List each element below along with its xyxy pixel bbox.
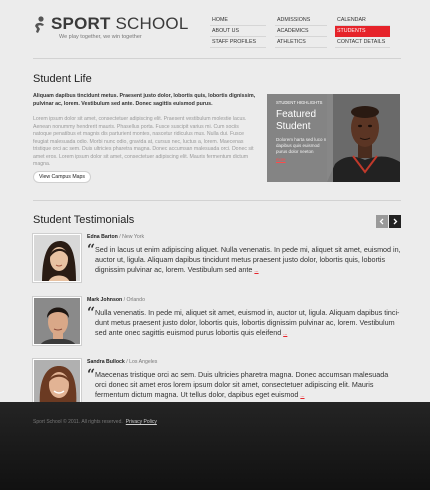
testimonial-item bbox=[33, 234, 401, 290]
avatar-photo bbox=[34, 235, 81, 282]
highlight-more-link[interactable]: more bbox=[276, 156, 286, 162]
testimonial-author: Mark Johnson / Orlando bbox=[87, 297, 145, 303]
nav-home[interactable]: HOME bbox=[210, 15, 266, 26]
view-campus-maps-button[interactable]: View Campus Maps bbox=[33, 171, 91, 183]
testimonial-quote: Sed in lacus ut enim adipiscing aliquet. Nulla venenatis. In pede mi, aliquet sit amet, euismod in, auctor ut, ligula. Aliquam dapibus tincidunt metus praesent justo dolor, lobortis quis, lobortis dignissim pulvinar ac, lorem. Vestibulum sed ante ... bbox=[95, 245, 401, 274]
avatar-photo bbox=[34, 360, 81, 407]
quote-icon: “ bbox=[87, 305, 96, 321]
student-highlight-card[interactable] bbox=[267, 94, 400, 182]
student-life-body: Lorem ipsum dolor sit amet, consectetuer adipiscing elit. Praesent vestibulum molestie lacus. Aenean nonummy hendrerit mauris. Phasellus porta. Fusce suscipit varius mi. Cum sociis natoque penatibus et magnis dis parturient montes, nascetur ridiculus mus. Nulla dui. Fusce feugiat malesuada odio. Morbi nunc odio, gravida at, cursus nec, luctus a, lorem. Maecenas tristique orci ac sem. Duis ultricies pharetra magna. Donec accumsan malesuada orci. Donec sit amet eros. Lorem ipsum dolor sit amet, consectetuer adipiscing elit. Mauris fermentum dictum magna. bbox=[33, 116, 254, 167]
footer bbox=[0, 402, 430, 490]
logo-text: SPORT SCHOOL bbox=[51, 14, 189, 33]
nav-column-1 bbox=[210, 15, 266, 48]
divider bbox=[33, 58, 401, 59]
next-arrow-button[interactable] bbox=[389, 215, 401, 228]
nav-academics[interactable]: ACADEMICS bbox=[275, 26, 327, 37]
testimonial-author: Sandra Bullock / Los Angeles bbox=[87, 359, 158, 365]
nav-staff-profiles[interactable]: STAFF PROFILES bbox=[210, 37, 266, 48]
avatar bbox=[33, 359, 81, 407]
chevron-right-icon bbox=[389, 215, 401, 228]
student-life-lead: Aliquam dapibus tincidunt metus. Praesent justo dolor, lobortis quis, lobortis dignissim, pulvinar ac, lorem. Vestibulum sed ante. Donec sagittis euismod purus. bbox=[33, 93, 256, 107]
read-more-link[interactable]: ... bbox=[254, 268, 259, 274]
read-more-link[interactable]: ... bbox=[283, 331, 288, 337]
runner-icon bbox=[33, 16, 47, 34]
testimonials-title: Student Testimonials bbox=[33, 214, 135, 226]
highlight-overlay bbox=[267, 94, 333, 182]
nav-students[interactable]: STUDENTS bbox=[335, 26, 390, 37]
nav-column-3 bbox=[335, 15, 390, 48]
prev-arrow-button[interactable] bbox=[376, 215, 388, 228]
tagline: We play together, we win together bbox=[59, 34, 142, 40]
header bbox=[0, 0, 430, 60]
avatar-photo bbox=[34, 298, 81, 345]
avatar bbox=[33, 297, 81, 345]
nav-calendar[interactable]: CALENDAR bbox=[335, 15, 390, 26]
quote-icon: “ bbox=[87, 367, 96, 383]
privacy-policy-link[interactable]: Privacy Policy bbox=[125, 419, 157, 425]
quote-icon: “ bbox=[87, 242, 96, 258]
testimonial-item bbox=[33, 297, 401, 353]
divider bbox=[33, 200, 401, 201]
student-life-title: Student Life bbox=[33, 73, 92, 85]
highlight-description: Dolorem harta sed luco n dapibus quis euismod purus dolor neeton bbox=[276, 137, 327, 155]
testimonial-author: Edna Barton / New York bbox=[87, 234, 145, 240]
testimonial-quote: Maecenas tristique orci ac sem. Duis ultricies pharetra magna. Donec accumsan malesuada orci donec sit amet eros lorem ipsum dolor sit amet, consectetuer adipiscing elit. Mauris fermentum dictum magna. Ut tellus dolor, dapibus eget euismod ... bbox=[95, 370, 389, 399]
highlight-label: STUDENT HIGHLIGHTS bbox=[276, 100, 323, 105]
testimonial-quote: Nulla venenatis. In pede mi, aliquet sit amet, euismod in, auctor ut, ligula. Aliquam dapibus tinci-dunt metus praesent justo dolor, lobortis quis, lobortis dignissim pulvinar ac, lorem. Vestibulum sed ante onec sagittis euismod purus lobortis quis eleifend ... bbox=[95, 308, 400, 337]
avatar bbox=[33, 234, 81, 282]
read-more-link[interactable]: ... bbox=[300, 393, 305, 399]
highlight-title: Featured Student bbox=[276, 109, 317, 132]
nav-admissions[interactable]: ADMISSIONS bbox=[275, 15, 327, 26]
featured-student-photo bbox=[327, 94, 400, 182]
chevron-left-icon bbox=[376, 215, 388, 228]
nav-column-2 bbox=[275, 15, 327, 48]
nav-contact-details[interactable]: CONTACT DETAILS bbox=[335, 37, 390, 48]
nav-about-us[interactable]: ABOUT US bbox=[210, 26, 266, 37]
footer-copyright: Sport School © 2011. All rights reserved. Privacy Policy bbox=[33, 419, 157, 425]
nav-athletics[interactable]: ATHLETICS bbox=[275, 37, 327, 48]
